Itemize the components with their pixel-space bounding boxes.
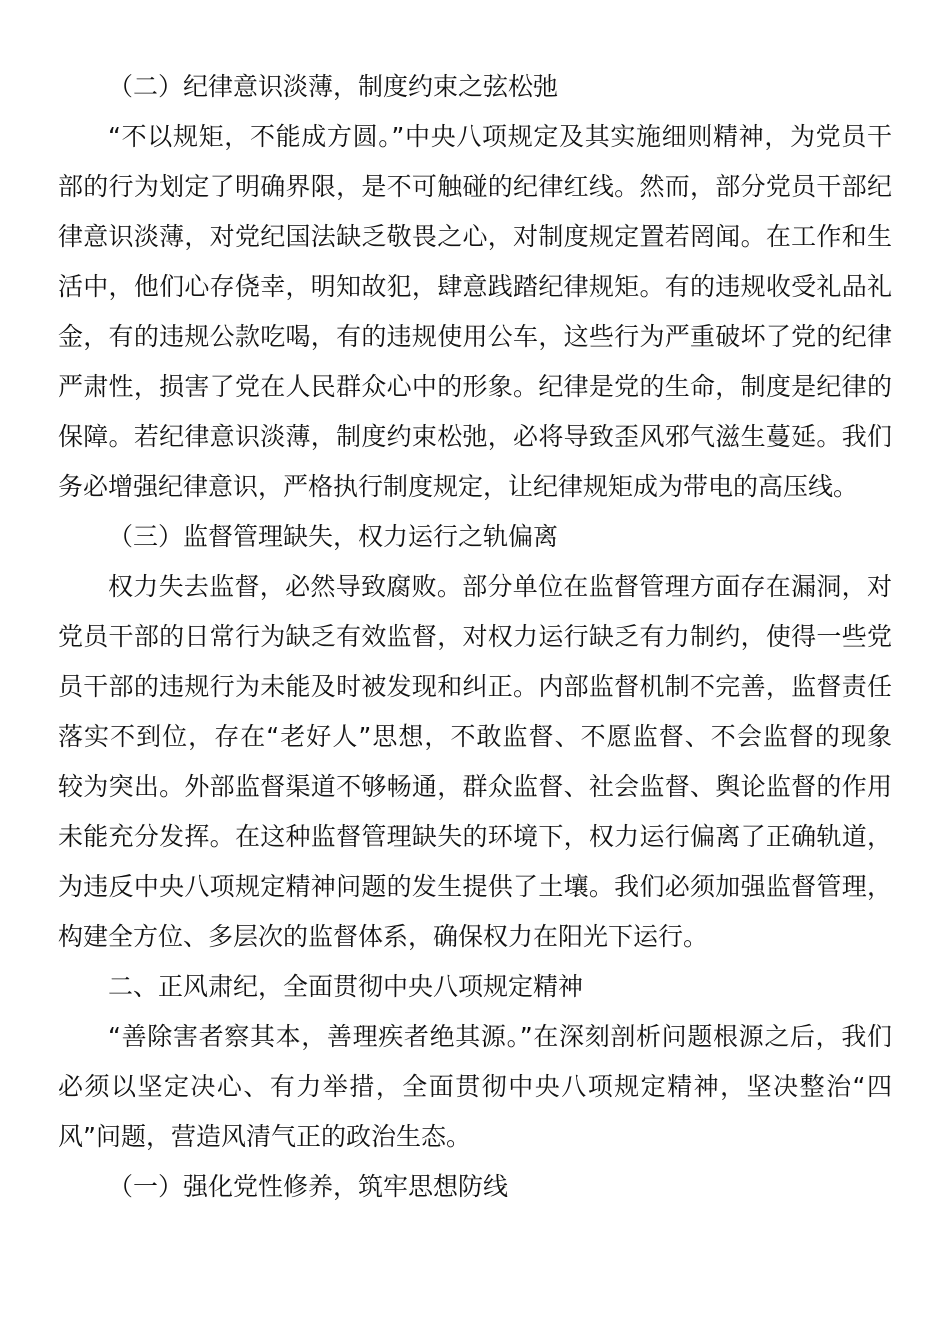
paragraph-line: 落实不到位，存在“老好人”思想，不敢监督、不愿监督、不会监督的现象 <box>58 722 892 751</box>
paragraph-line: “善除害者察其本，善理疾者绝其源。”在深刻剖析问题根源之后，我们 <box>108 1022 892 1051</box>
paragraph-supervision <box>58 562 892 962</box>
paragraph-line: 为违反中央八项规定精神问题的发生提供了土壤。我们必须加强监督管理， <box>58 872 892 901</box>
paragraph-line: 律意识淡薄，对党纪国法缺乏敬畏之心，对制度规定置若罔闻。在工作和生 <box>58 222 892 251</box>
paragraph-line: 员干部的违规行为未能及时被发现和纠正。内部监督机制不完善，监督责任 <box>58 672 892 701</box>
document-page <box>58 62 892 1212</box>
paragraph-rectify <box>58 1012 892 1162</box>
paragraph-line: 未能充分发挥。在这种监督管理缺失的环境下，权力运行偏离了正确轨道， <box>58 822 892 851</box>
paragraph-line: “不以规矩，不能成方圆。”中央八项规定及其实施细则精神，为党员干 <box>108 122 892 151</box>
paragraph-line: 较为突出。外部监督渠道不够畅通，群众监督、社会监督、舆论监督的作用 <box>58 772 892 801</box>
part-heading-rectify: 二、正风肃纪，全面贯彻中央八项规定精神 <box>108 972 584 1001</box>
section-heading-discipline: （二）纪律意识淡薄，制度约束之弦松弛 <box>108 72 559 101</box>
paragraph-line: 保障。若纪律意识淡薄，制度约束松弛，必将导致歪风邪气滋生蔓延。我们 <box>58 422 892 451</box>
paragraph-line: 构建全方位、多层次的监督体系，确保权力在阳光下运行。 <box>58 922 709 951</box>
paragraph-line: 活中，他们心存侥幸，明知故犯，肆意践踏纪律规矩。有的违规收受礼品礼 <box>58 272 892 301</box>
section-heading-supervision: （三）监督管理缺失，权力运行之轨偏离 <box>108 522 559 551</box>
paragraph-line: 务必增强纪律意识，严格执行制度规定，让纪律规矩成为带电的高压线。 <box>58 472 859 501</box>
paragraph-line: 严肃性，损害了党在人民群众心中的形象。纪律是党的生命，制度是纪律的 <box>58 372 892 401</box>
paragraph-line: 部的行为划定了明确界限，是不可触碰的纪律红线。然而，部分党员干部纪 <box>58 172 892 201</box>
paragraph-line: 必须以坚定决心、有力举措，全面贯彻中央八项规定精神，坚决整治“四 <box>58 1072 892 1101</box>
paragraph-discipline <box>58 112 892 512</box>
paragraph-line: 权力失去监督，必然导致腐败。部分单位在监督管理方面存在漏洞，对 <box>108 572 892 601</box>
paragraph-line: 党员干部的日常行为缺乏有效监督，对权力运行缺乏有力制约，使得一些党 <box>58 622 892 651</box>
paragraph-line: 金，有的违规公款吃喝，有的违规使用公车，这些行为严重破坏了党的纪律 <box>58 322 892 351</box>
paragraph-line: 风”问题，营造风清气正的政治生态。 <box>58 1122 471 1151</box>
subsection-heading-party-spirit: （一）强化党性修养，筑牢思想防线 <box>108 1172 509 1201</box>
